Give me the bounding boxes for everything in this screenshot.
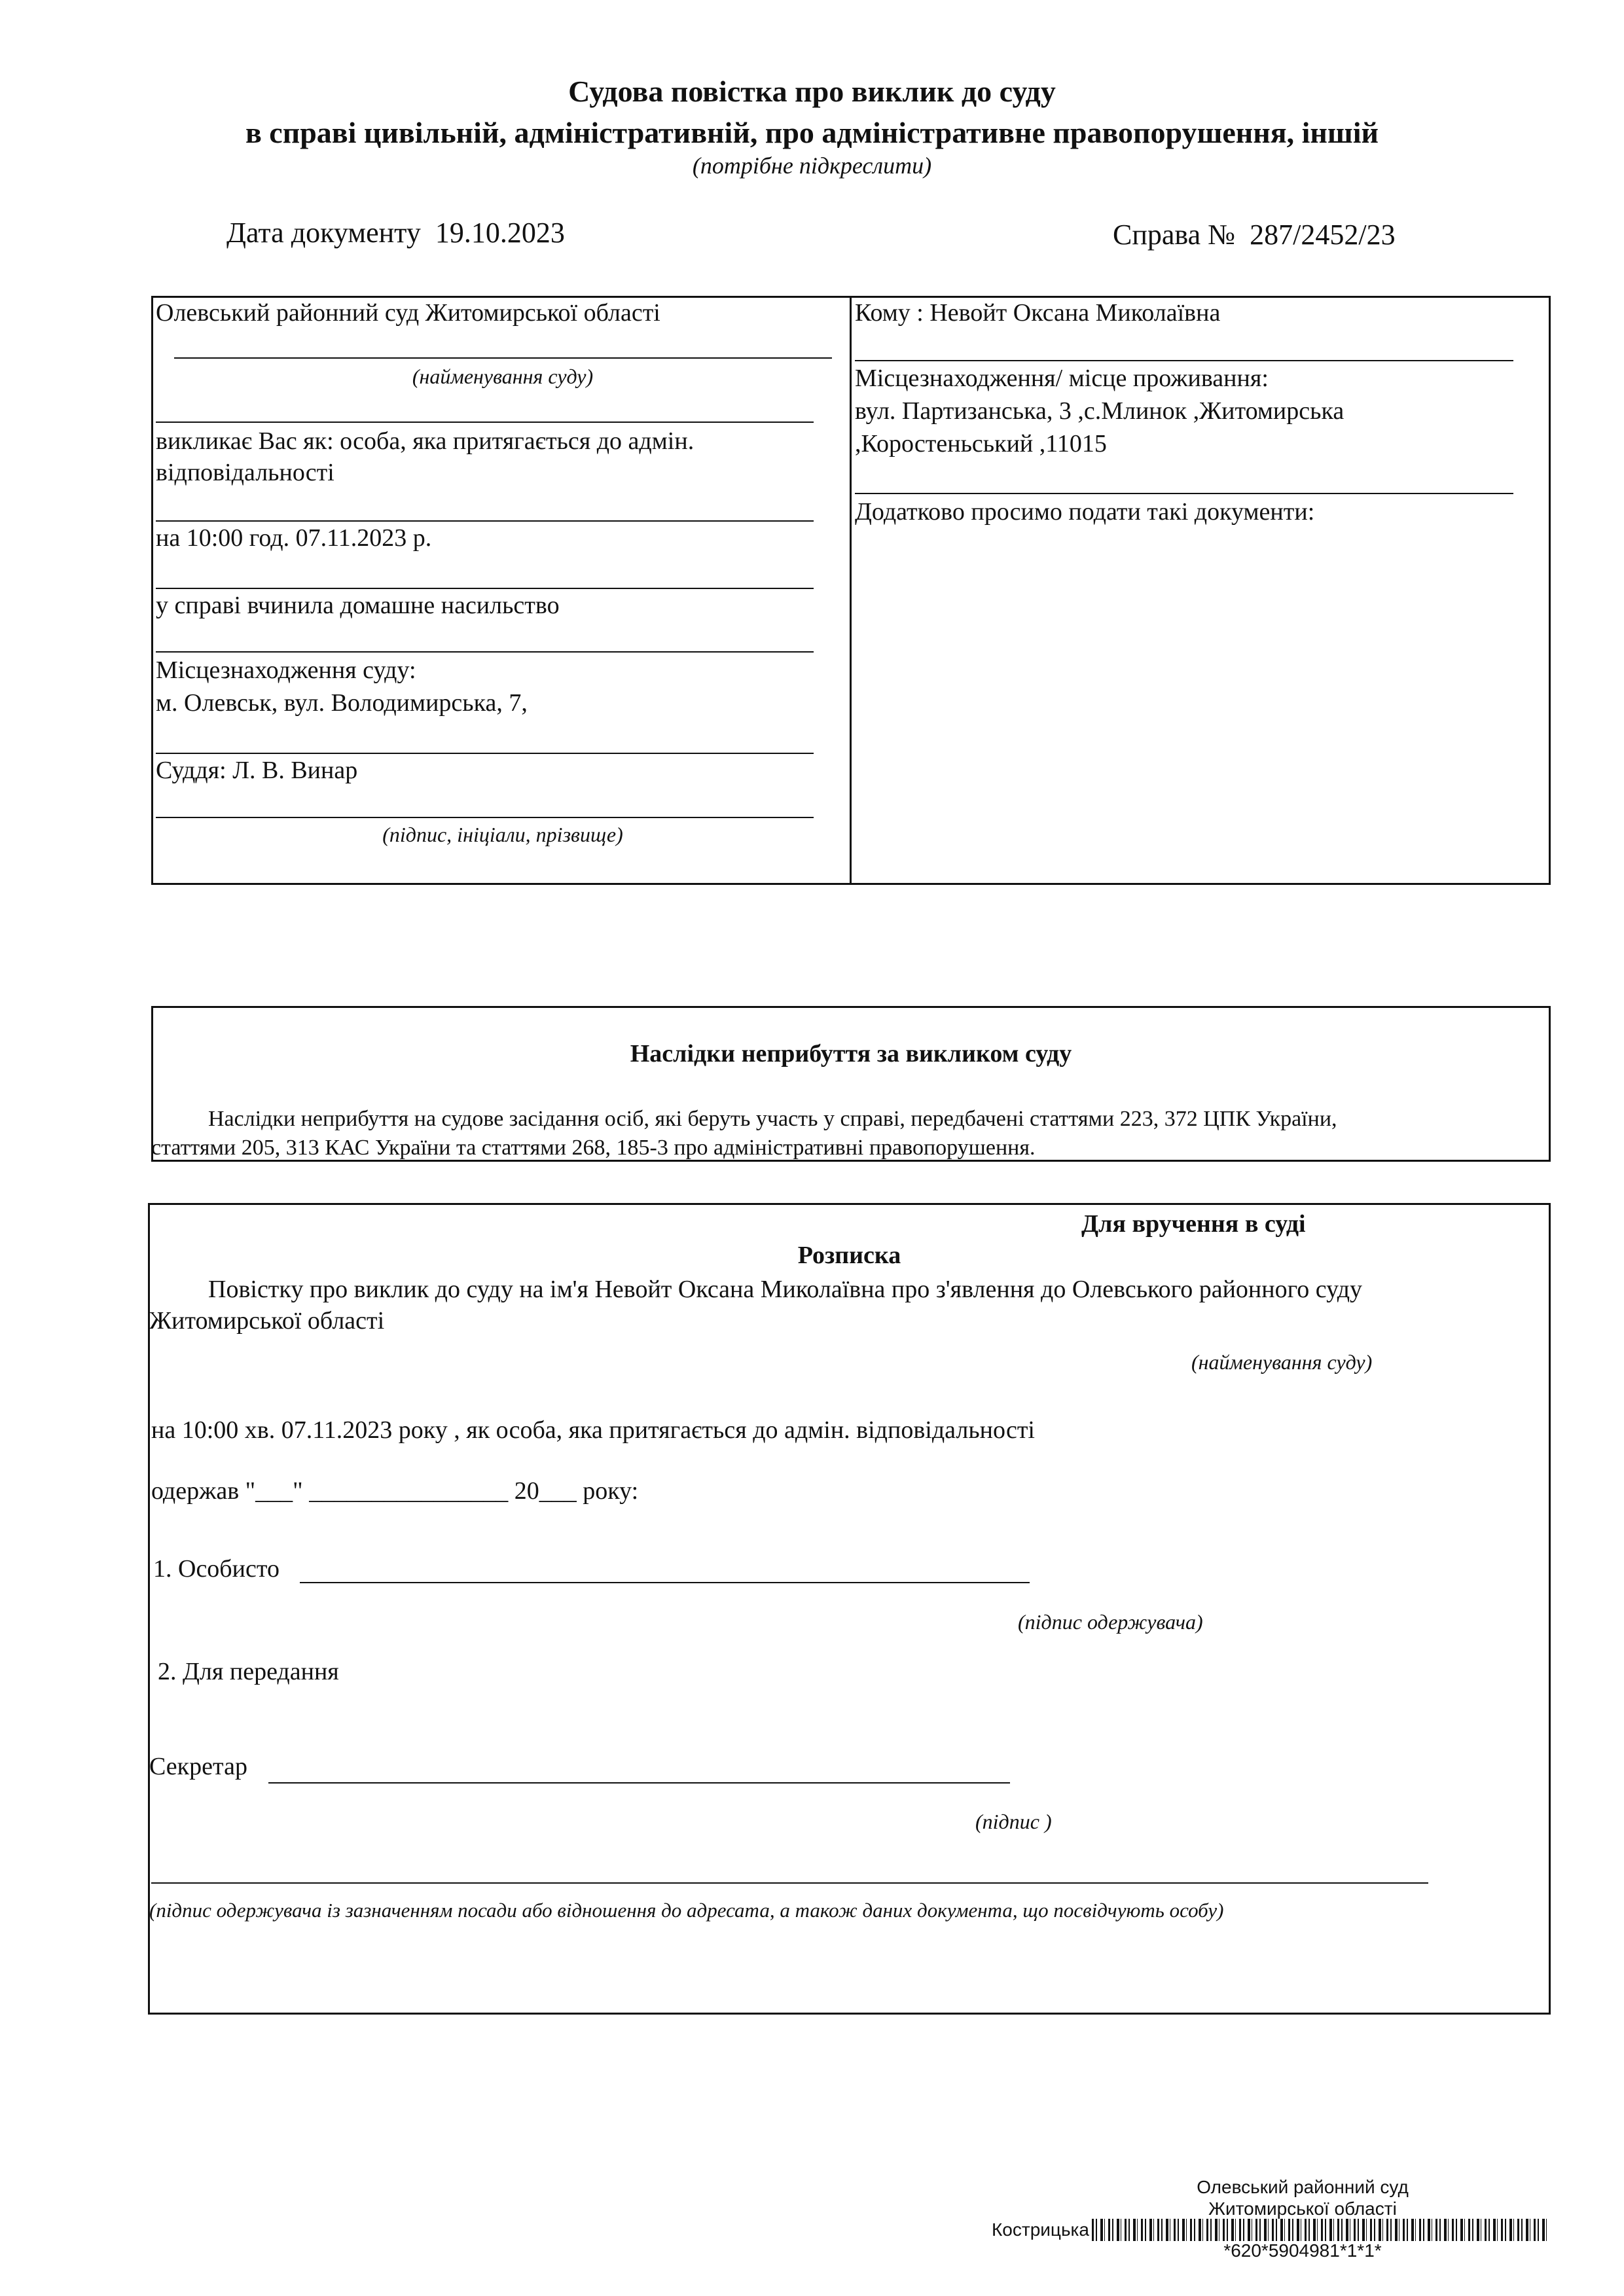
underline-note: (потрібне підкреслити) xyxy=(692,152,932,179)
document-title: Судова повістка про виклик до суду xyxy=(568,75,1056,108)
summons-role-line2: відповідальності xyxy=(156,459,334,486)
rule xyxy=(156,422,814,423)
barcode-text: *620*5904981*1*1* xyxy=(1223,2240,1382,2261)
date-label: Дата документу xyxy=(226,217,421,249)
case-subject: у справі вчинила домашне насильство xyxy=(156,592,560,619)
additional-documents-label: Додатково просимо подати такі документи: xyxy=(855,498,1315,526)
recipient-name: Кому : Невойт Оксана Миколаївна xyxy=(855,299,1221,327)
document-subtitle: в справі цивільній, адміністративній, про адміністративне правопорушення, іншій xyxy=(245,116,1379,149)
stamp-court-line1: Олевський районний суд xyxy=(1197,2177,1409,2197)
rule xyxy=(156,817,814,818)
rule xyxy=(156,753,814,754)
rule xyxy=(855,493,1513,494)
recipient-full-signature-line[interactable] xyxy=(151,1882,1428,1884)
address-line1: вул. Партизанська, 3 ,с.Млинок ,Житомирська xyxy=(855,397,1344,425)
consequences-line2: статтями 205, 313 КАС України та статтями 268, 185-3 про адміністративні правопорушення. xyxy=(151,1136,1036,1160)
receipt-court-caption: (найменування суду) xyxy=(1191,1350,1373,1374)
receipt-line1: Повістку про виклик до суду на ім'я Невойт Оксана Миколаївна про з'явлення до Олевського районного суду xyxy=(208,1276,1363,1303)
receipt-line2: Житомирської області xyxy=(149,1307,385,1335)
judge-caption: (підпис, ініціали, прізвище) xyxy=(382,823,623,846)
court-location-label: Місцезнаходження суду: xyxy=(156,656,416,684)
document-date xyxy=(226,216,565,251)
address-label: Місцезнаходження/ місце проживання: xyxy=(855,365,1269,392)
court-name-caption: (найменування суду) xyxy=(412,365,594,388)
receipt-title: Розписка xyxy=(797,1242,901,1269)
court-name: Олевський районний суд Житомирської області xyxy=(156,299,660,327)
secretary-label: Секретар xyxy=(149,1753,247,1780)
signature-line[interactable] xyxy=(300,1582,1030,1583)
rule xyxy=(156,520,814,522)
rule xyxy=(174,357,832,359)
address-line2: ,Коростеньський ,11015 xyxy=(855,430,1107,457)
court-location-value: м. Олевськ, вул. Володимирська, 7, xyxy=(156,689,528,717)
secretary-signature-line[interactable] xyxy=(268,1782,1010,1784)
receipt-time-line: на 10:00 хв. 07.11.2023 року , як особа, яка притягається до адмін. відповідальності xyxy=(151,1416,1035,1444)
date-value: 19.10.2023 xyxy=(435,217,565,249)
for-transfer-label: 2. Для передання xyxy=(158,1658,339,1685)
summons-divider xyxy=(850,296,852,885)
for-court-delivery: Для вручення в суді xyxy=(1081,1210,1306,1238)
barcode xyxy=(1092,2219,1550,2241)
rule xyxy=(855,360,1513,361)
case-number xyxy=(1113,218,1396,253)
recipient-full-caption: (підпис одержувача із зазначенням посади або відношення до адресата, а також даних документа, що посвідчують особу) xyxy=(149,1899,1224,1922)
personally-label: 1. Особисто xyxy=(153,1555,280,1583)
stamp-court-line2: Житомирської області xyxy=(1208,2198,1397,2219)
judge-name: Суддя: Л. В. Винар xyxy=(156,757,358,784)
secretary-signature-caption: (підпис ) xyxy=(975,1810,1052,1833)
clerk-name: Кострицька xyxy=(992,2219,1089,2240)
summons-role-line1: викликає Вас як: особа, яка притягається до адмін. xyxy=(156,427,695,455)
case-value: 287/2452/23 xyxy=(1250,219,1396,251)
consequences-title: Наслідки неприбуття за викликом суду xyxy=(630,1040,1072,1067)
rule xyxy=(156,588,814,589)
consequences-line1: Наслідки неприбуття на судове засідання осіб, які беруть участь у справі, передбачені статтями 223, 372 ЦПК України, xyxy=(208,1107,1337,1131)
rule xyxy=(156,651,814,653)
recipient-signature-caption: (підпис одержувача) xyxy=(1018,1610,1203,1634)
case-label: Справа № xyxy=(1113,219,1236,251)
hearing-time: на 10:00 год. 07.11.2023 р. xyxy=(156,524,432,552)
received-date-line: одержав "___" ________________ 20___ року: xyxy=(151,1477,639,1505)
